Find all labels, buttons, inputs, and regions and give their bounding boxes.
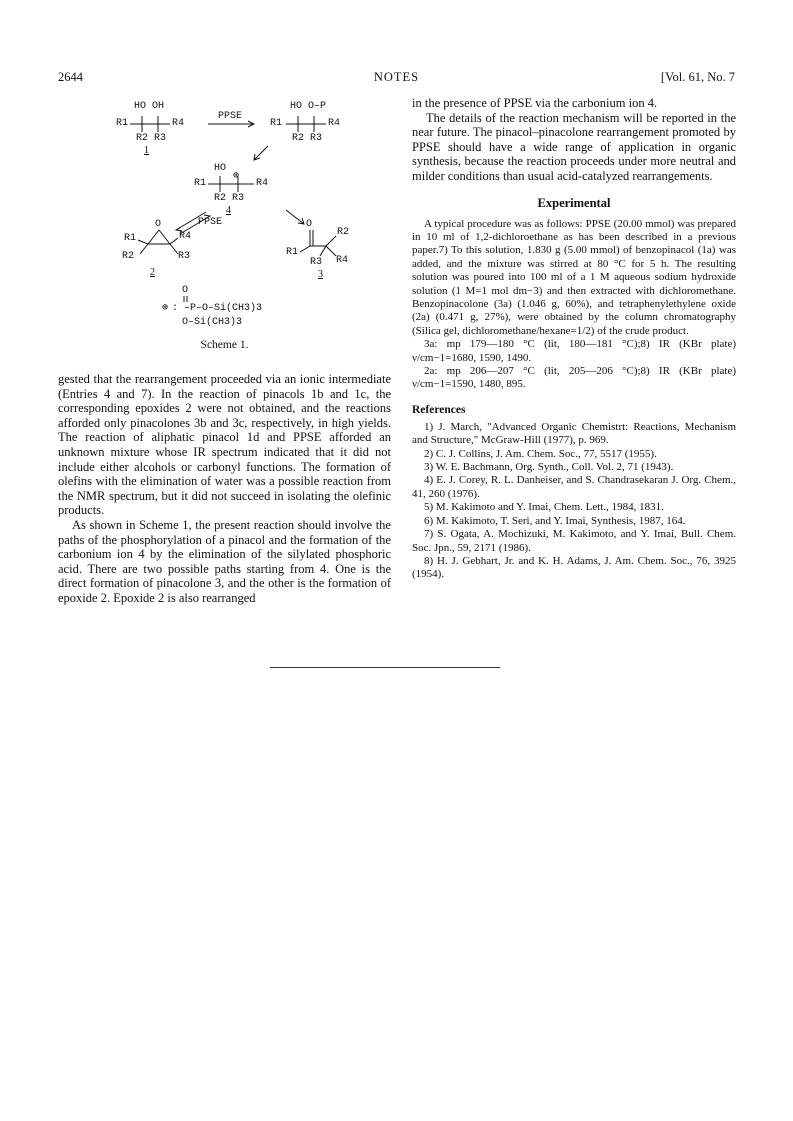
compound2-number: 2 (150, 267, 155, 278)
data-3a: 3a: mp 179—180 °C (lit, 180—181 °C);8) IR (KBr plate) ν/cm−1=1680, 1590, 1490. (412, 338, 736, 364)
compound1-oh-label: OH (152, 101, 165, 112)
intermediate-ho-label: HO (290, 101, 303, 112)
left-column (58, 96, 391, 606)
reference-item: 6) M. Kakimoto, T. Seri, and Y. Imai, Synthesis, 1987, 164. (424, 514, 686, 527)
epoxide-r2-label: R2 (122, 251, 135, 262)
epoxide-r1-label: R1 (124, 233, 137, 244)
phosphoryl-o-label: O (182, 285, 189, 296)
reagent-ppse-top: PPSE (218, 111, 243, 122)
intermediate-r4-label: R4 (328, 118, 341, 129)
carbocation-plus-icon: ⊕ (233, 171, 240, 182)
compound4-ho-label: HO (214, 163, 227, 174)
reference-item: 3) W. E. Bachmann, Org. Synth., Coll. Vol. 2, 71 (1943). (424, 461, 674, 474)
pinacolone-r2-label: R2 (337, 227, 350, 238)
phosphoryl-p-plus-icon: ⊕ (162, 303, 169, 314)
compound1-r3-label: R3 (154, 133, 167, 144)
journal-section-title: NOTES (373, 70, 420, 84)
compound1-r4-label: R4 (172, 118, 185, 129)
pinacolone-r4-label: R4 (336, 255, 349, 266)
experimental-heading: Experimental (537, 195, 611, 210)
compound1-r2-label: R2 (136, 133, 149, 144)
volume-label: [Vol. 61, No. 7 (660, 70, 735, 84)
end-divider (270, 667, 500, 668)
epoxide-o-label: O (155, 219, 162, 230)
reagent-ppse-side: PPSE (198, 217, 223, 228)
phosphoryl-group-line: : –P–O–Si(CH3)3 (172, 303, 263, 314)
right-paragraph-2: The details of the reaction mechanism will be reported in the near future. The pinacol–pinacolone rearrangement promoted by PPSE should have a wide range of application in organic synthesis, because the reaction proceeds under more neutral and milder conditions than usual acid-catalyzed rearrangements. (412, 110, 736, 183)
intermediate-r3-label: R3 (310, 133, 323, 144)
data-2a: 2a: mp 206—207 °C (lit, 205—206 °C);8) IR (KBr plate) ν/cm−1=1590, 1480, 895. (412, 365, 736, 391)
reference-item: 2) C. J. Collins, J. Am. Chem. Soc., 77, 5517 (1955). (424, 447, 657, 460)
reaction-scheme (58, 96, 391, 364)
right-column (412, 96, 736, 582)
right-paragraph-1: in the presence of PPSE via the carbonium ion 4. (412, 96, 658, 110)
compound1-r1-label: R1 (116, 118, 129, 129)
intermediate-op-label: O–P (308, 101, 327, 112)
epoxide-r4-label: R4 (179, 231, 192, 242)
reference-item: 7) S. Ogata, A. Mochizuki, M. Kakimoto, and Y. Imai, Bull. Chem. Soc. Jpn., 59, 2171 (1986). (412, 528, 736, 554)
epoxide-r3-label: R3 (178, 251, 191, 262)
compound4-r3-label: R3 (232, 193, 245, 204)
compound4-number: 4 (226, 205, 231, 216)
compound4-r2-label: R2 (214, 193, 227, 204)
left-paragraph-1: gested that the rearrangement proceeded via an ionic intermediate (Entries 4 and 7). In the reaction of pinacols 1b and 1c, the corresponding epoxides 2 were not obtained, and the reactions afforded only pinacolones 3b and 3c, respectively, in high yields. The reaction of aliphatic pinacol 1d and PPSE afforded an unknown mixture whose IR spectrum indicated that it did not include either alcohols or carbonyl functions. The formation of olefins with the elimination of water was a possible reaction from the NMR spectrum, but it did not succeed in isolating the olefinic products. (58, 372, 391, 518)
compound4-r1-label: R1 (194, 178, 207, 189)
references-list (412, 421, 736, 582)
left-paragraph-2: As shown in Scheme 1, the present reaction should involve the paths of the phosphorylation of a pinacol and the formation of the carbonium ion 4 by the elimination of the silylated phosphoric acid. There are two possible paths starting from 4. One is the direct formation of pinacolone 3, and the other is the formation of epoxide 2. Epoxide 2 is also rearranged (58, 517, 391, 605)
compound1-number: 1 (144, 145, 149, 156)
pinacolone-r3-label: R3 (310, 257, 323, 268)
reference-item: 5) M. Kakimoto and Y. Imai, Chem. Lett., 1984, 1831. (424, 501, 664, 514)
references-heading: References (412, 403, 466, 416)
intermediate-r1-label: R1 (270, 118, 283, 129)
experimental-procedure: A typical procedure was as follows: PPSE (20.00 mmol) was prepared in 10 ml of 1,2-dichloroethane as has been described in a previous paper.7) To this solution, 1.830 g (5.00 mmol) of benzopinacol (1a) was added, and the mixture was stirred at 80 °C for 5 h. The resulting solution was poured into 100 ml of a 1 M aqueous sodium hydroxide solution (1 M=1 mol dm−3) and then extracted with dichloromethane. Benzopinacolone (3a) (1.046 g, 60%), and tetraphenylethylene oxide (2a) (0.471 g, 27%), were obtained by the column chromatography (Silica gel, dichloromethane/hexane=1/2) of the crude product. (412, 217, 736, 337)
reference-item: 1) J. March, "Advanced Organic Chemistrt: Reactions, Mechanism and Structure," McGraw-Hill (1977), p. 969. (412, 420, 736, 447)
page-header (58, 70, 735, 86)
phosphoryl-osi-line: O–Si(CH3)3 (182, 317, 243, 328)
pinacolone-o-label: O (306, 219, 313, 230)
compound4-r4-label: R4 (256, 178, 269, 189)
scheme-caption: Scheme 1. (200, 339, 249, 351)
reference-item: 4) E. J. Corey, R. L. Danheiser, and S. Chandrasekaran J. Org. Chem., 41, 260 (1976). (412, 474, 736, 500)
reference-item: 8) H. J. Gebhart, Jr. and K. H. Adams, J. Am. Chem. Soc., 76, 3925 (1954). (412, 554, 736, 581)
intermediate-r2-label: R2 (292, 133, 305, 144)
compound3-number: 3 (318, 269, 323, 280)
page-number: 2644 (58, 70, 83, 84)
pinacolone-r1-label: R1 (286, 247, 299, 258)
compound1-ho-label: HO (134, 101, 147, 112)
